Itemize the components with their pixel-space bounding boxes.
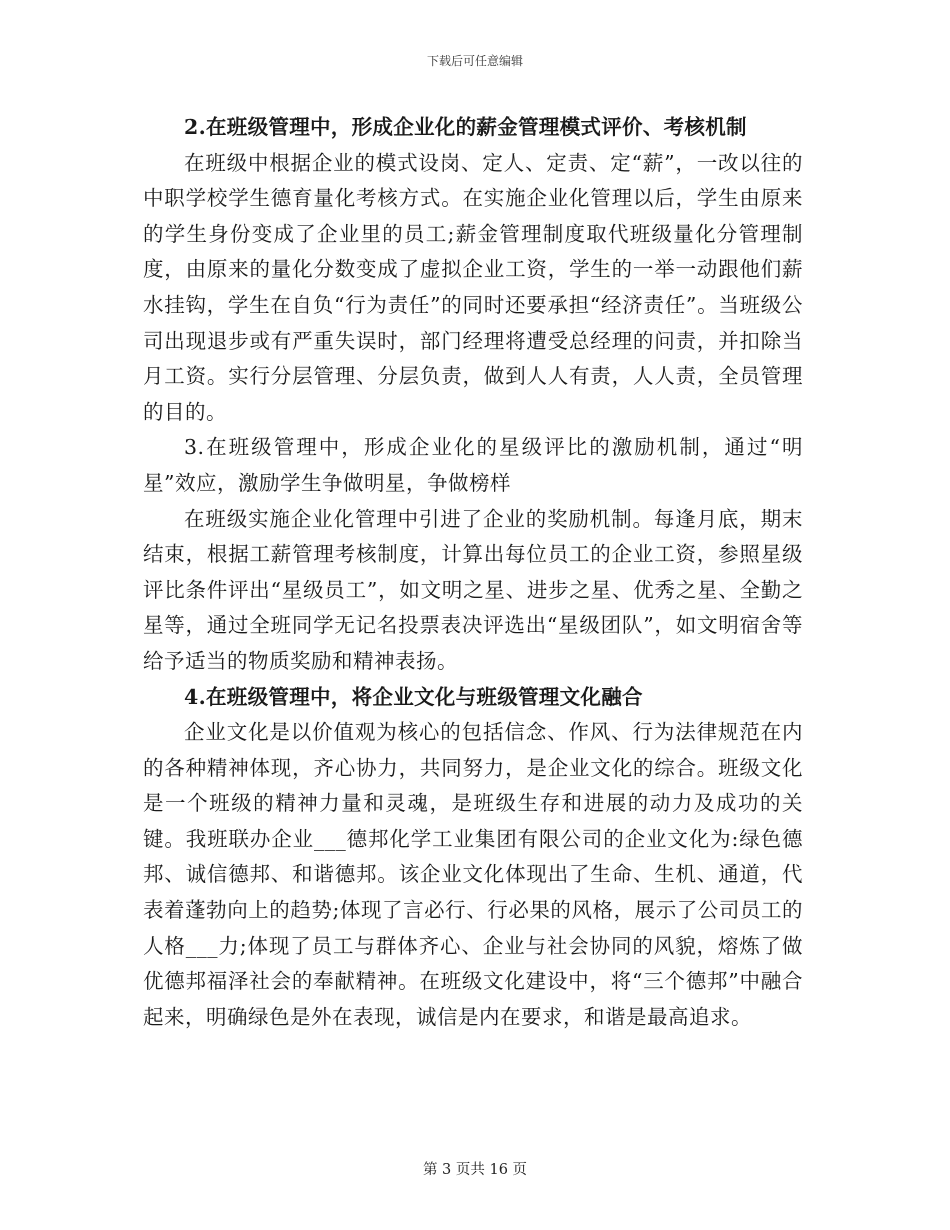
section-heading-3: 3.在班级管理中，形成企业化的星级评比的激励机制，通过“明星”效应，激励学生争做明星，争做榜样 bbox=[143, 435, 803, 495]
page-header: 下载后可任意编辑 bbox=[426, 54, 523, 68]
page-footer: 第 3 页共 16 页 bbox=[422, 1162, 528, 1178]
section-heading-2: 2.在班级管理中，形成企业化的薪金管理模式评价、考核机制 bbox=[184, 115, 747, 139]
body-paragraph: 企业文化是以价值观为核心的包括信念、作风、行为法律规范在内的各种精神体现，齐心协力，共同努力，是企业文化的综合。班级文化是一个班级的精神力量和灵魂，是班级生存和进展的动力及成功的关键。我班联办企业___德邦化学工业集团有限公司的企业文化为:绿色德邦、诚信德邦、和谐德邦。该企业文化体现出了生命、生机、通道，代表着蓬勃向上的趋势;体现了言必行、行必果的风格，展示了公司员工的人格___力;体现了员工与群体齐心、企业与社会协同的风貌，熔炼了做优德邦福泽社会的奉献精神。在班级文化建设中，将“三个德邦”中融合起来，明确绿色是外在表现，诚信是内在要求，和谐是最高追求。 bbox=[143, 720, 803, 1029]
body-paragraph: 在班级实施企业化管理中引进了企业的奖励机制。每逢月底，期末结束，根据工薪管理考核制度，计算出每位员工的企业工资，参照星级评比条件评出“星级员工”，如文明之星、进步之星、优秀之星、全勤之星等，通过全班同学无记名投票表决评选出“星级团队”，如文明宿舍等给予适当的物质奖励和精神表扬。 bbox=[143, 506, 803, 673]
body-paragraph: 在班级中根据企业的模式设岗、定人、定责、定“薪”，一改以往的中职学校学生德育量化考核方式。在实施企业化管理以后，学生由原来的学生身份变成了企业里的员工;薪金管理制度取代班级量化分管理制度，由原来的量化分数变成了虚拟企业工资，学生的一举一动跟他们薪水挂钩，学生在自负“行为责任”的同时还要承担“经济责任”。当班级公司出现退步或有严重失误时，部门经理将遭受总经理的问责，并扣除当月工资。实行分层管理、分层负责，做到人人有责，人人责，全员管理的目的。 bbox=[143, 150, 803, 424]
document-body bbox=[143, 110, 803, 1035]
section-heading-4: 4.在班级管理中，将企业文化与班级管理文化融合 bbox=[184, 684, 643, 709]
